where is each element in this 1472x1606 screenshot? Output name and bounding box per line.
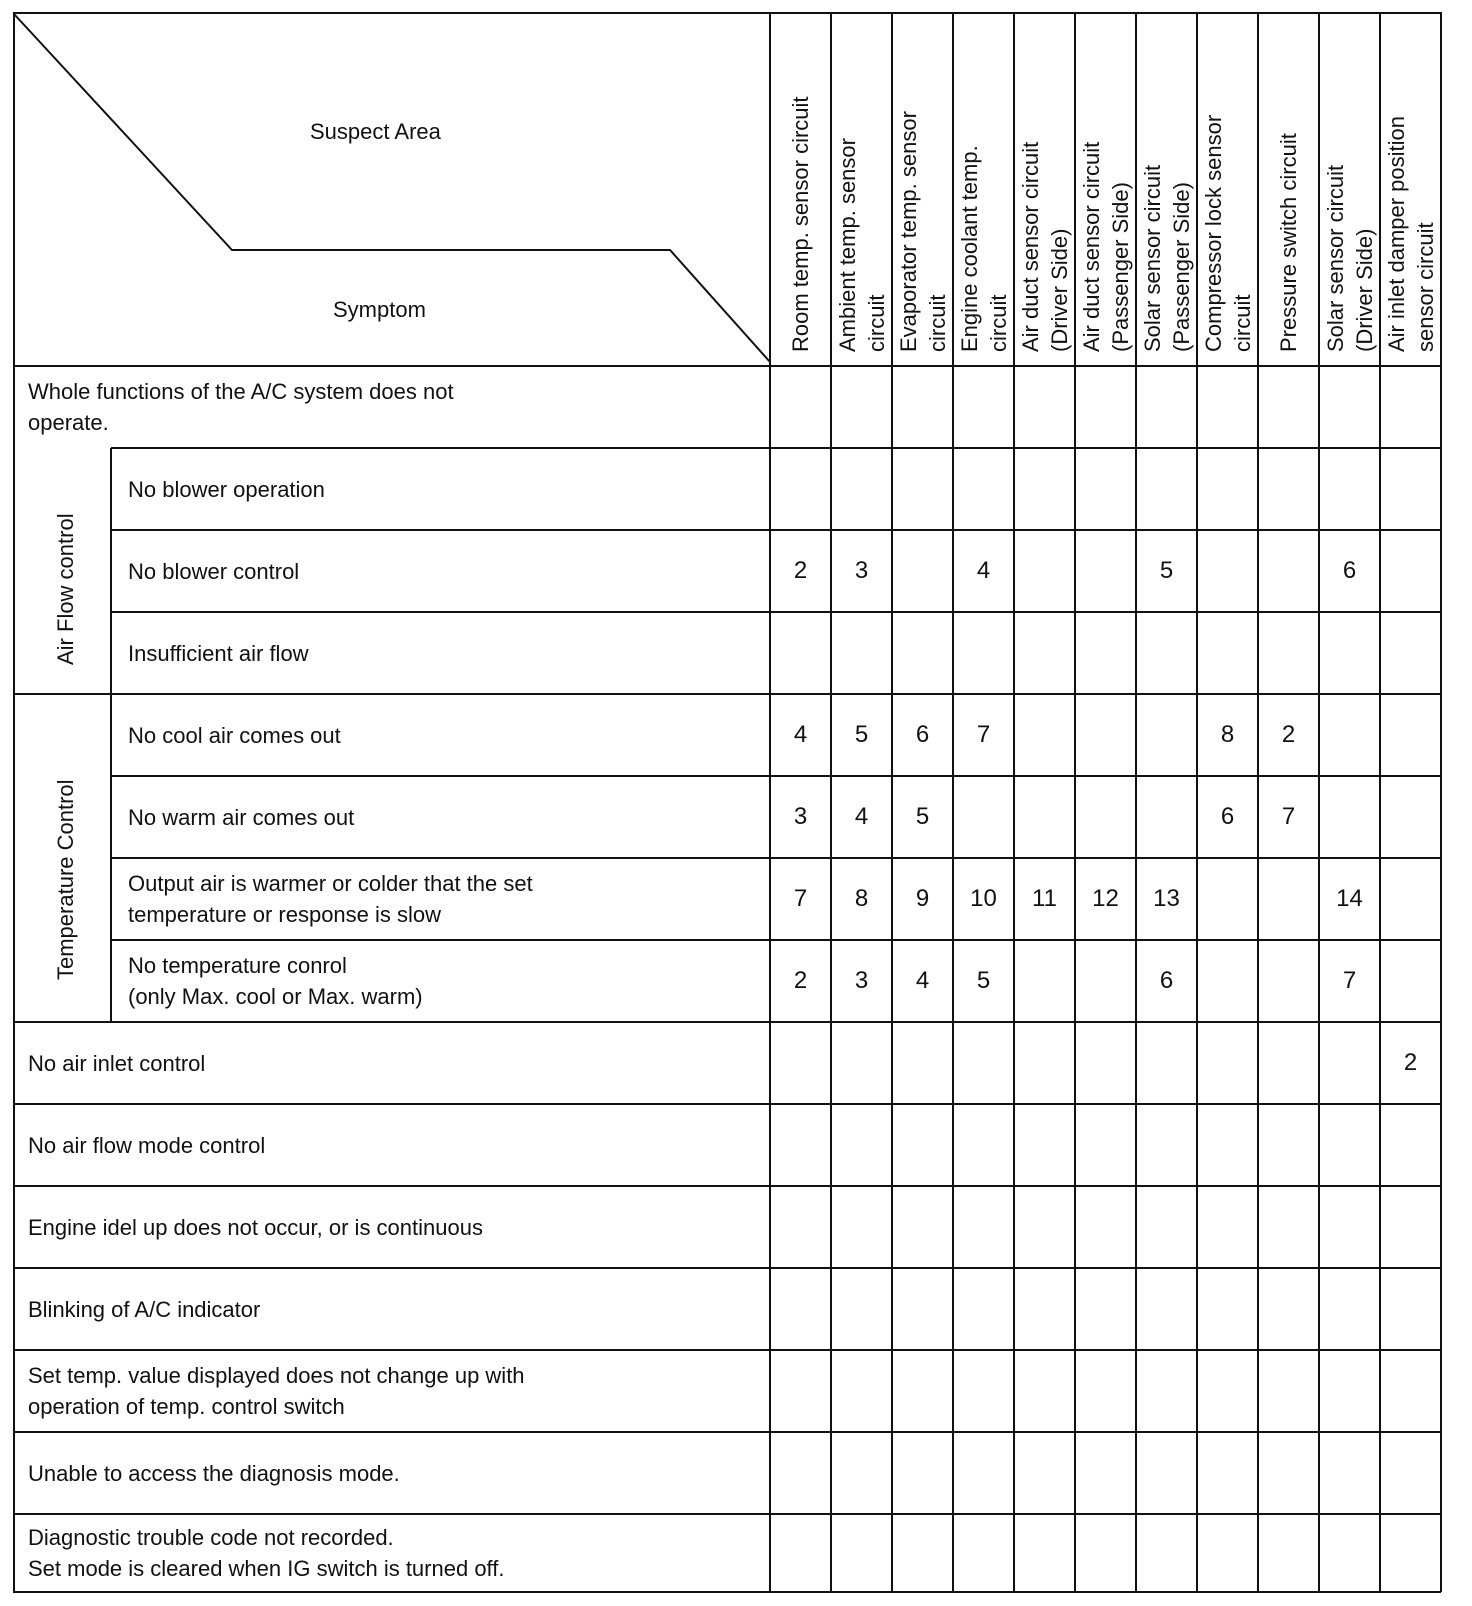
priority-value: 5: [854, 721, 869, 748]
symptom-text: No blower control: [128, 558, 300, 584]
symptom-text: Insufficient air flow: [128, 640, 309, 666]
symptom-text: Engine idel up does not occur, or is continuous: [28, 1214, 483, 1240]
priority-value: 6: [1342, 557, 1357, 584]
table-border-left: [13, 12, 15, 1592]
symptom-text: Blinking of A/C indicator: [28, 1296, 261, 1322]
column-divider: [891, 12, 893, 1592]
row-divider: [111, 939, 1441, 941]
priority-value: 5: [1159, 557, 1174, 584]
row-divider: [111, 857, 1441, 859]
column-divider: [1257, 12, 1259, 1592]
priority-value: 14: [1336, 885, 1363, 912]
table-border-bottom: [13, 1591, 1441, 1593]
column-header: Air duct sensor circuit (Driver Side): [1017, 141, 1072, 352]
priority-value: 2: [1403, 1049, 1418, 1076]
symptom-text: Set temp. value displayed does not change up with operation of temp. control switch: [28, 1363, 525, 1419]
row-divider: [13, 693, 1441, 695]
column-header: Compressor lock sensor circuit: [1200, 114, 1255, 352]
column-divider: [1135, 12, 1137, 1592]
priority-value: 4: [854, 803, 869, 830]
column-header: Solar sensor circuit (Passenger Side): [1139, 164, 1194, 352]
column-divider: [1379, 12, 1381, 1592]
symptom-text: Unable to access the diagnosis mode.: [28, 1460, 400, 1486]
column-divider: [830, 12, 832, 1592]
priority-value: 7: [976, 721, 991, 748]
column-divider: [769, 12, 771, 1592]
column-header: Engine coolant temp. circuit: [956, 145, 1011, 352]
priority-value: 5: [976, 967, 991, 994]
priority-value: 12: [1092, 885, 1119, 912]
column-divider: [1318, 12, 1320, 1592]
priority-value: 7: [1342, 967, 1357, 994]
symptom-text: Output air is warmer or colder that the set temperature or response is slow: [128, 871, 533, 927]
group-divider: [110, 448, 112, 1022]
symptom-text: No blower operation: [128, 476, 325, 502]
symptom-text: No cool air comes out: [128, 722, 341, 748]
column-divider: [952, 12, 954, 1592]
suspect-area-label: Suspect Area: [310, 119, 441, 144]
priority-value: 4: [793, 721, 808, 748]
priority-value: 3: [793, 803, 808, 830]
column-header: Room temp. sensor circuit: [788, 96, 813, 352]
row-divider: [111, 775, 1441, 777]
priority-value: 2: [793, 967, 808, 994]
column-header: Evaporator temp. sensor circuit: [895, 111, 950, 352]
table-border-right: [1440, 12, 1442, 1592]
column-divider: [1074, 12, 1076, 1592]
row-divider: [13, 365, 1441, 367]
row-divider: [111, 529, 1441, 531]
priority-value: 11: [1032, 885, 1057, 912]
column-header: Pressure switch circuit: [1276, 133, 1301, 352]
symptom-text: Diagnostic trouble code not recorded. Set mode is cleared when IG switch is turned off.: [28, 1525, 505, 1581]
priority-value: 9: [915, 885, 930, 912]
row-divider: [13, 1267, 1441, 1269]
priority-value: 13: [1153, 885, 1180, 912]
row-divider: [13, 1431, 1441, 1433]
group-air-flow-control: Air Flow control: [53, 513, 78, 665]
row-divider: [13, 1103, 1441, 1105]
symptom-text: No air flow mode control: [28, 1132, 266, 1158]
priority-value: 6: [1159, 967, 1174, 994]
row-divider: [111, 611, 1441, 613]
priority-value: 7: [793, 885, 808, 912]
symptom-text: No temperature conrol (only Max. cool or Max. warm): [128, 953, 423, 1009]
priority-value: 7: [1281, 803, 1296, 830]
priority-value: 6: [915, 721, 930, 748]
priority-value: 2: [793, 557, 808, 584]
row-divider: [111, 447, 1441, 449]
column-header: Solar sensor circuit (Driver Side): [1322, 164, 1377, 352]
group-temperature-control: Temperature Control: [53, 779, 78, 980]
symptom-label: Symptom: [333, 297, 426, 322]
table-border-top: [13, 12, 1441, 14]
symptom-text: No air inlet control: [28, 1050, 206, 1076]
priority-value: 10: [970, 885, 997, 912]
symptom-text: Whole functions of the A/C system does not operate.: [28, 379, 454, 435]
priority-value: 6: [1220, 803, 1235, 830]
priority-value: 4: [915, 967, 930, 994]
column-divider: [1013, 12, 1015, 1592]
priority-value: 2: [1281, 721, 1296, 748]
column-divider: [1196, 12, 1198, 1592]
column-header: Air inlet damper position sensor circuit: [1383, 115, 1438, 352]
symptom-text: No warm air comes out: [128, 804, 355, 830]
row-divider: [13, 1021, 1441, 1023]
priority-value: 3: [854, 967, 869, 994]
row-divider: [13, 1349, 1441, 1351]
row-divider: [13, 1185, 1441, 1187]
column-header: Air duct sensor circuit (Passenger Side): [1078, 141, 1133, 352]
column-header: Ambient temp. sensor circuit: [834, 138, 889, 352]
priority-value: 5: [915, 803, 930, 830]
priority-value: 8: [1220, 721, 1235, 748]
priority-value: 8: [854, 885, 869, 912]
row-divider: [13, 1513, 1441, 1515]
priority-value: 4: [976, 557, 991, 584]
priority-value: 3: [854, 557, 869, 584]
